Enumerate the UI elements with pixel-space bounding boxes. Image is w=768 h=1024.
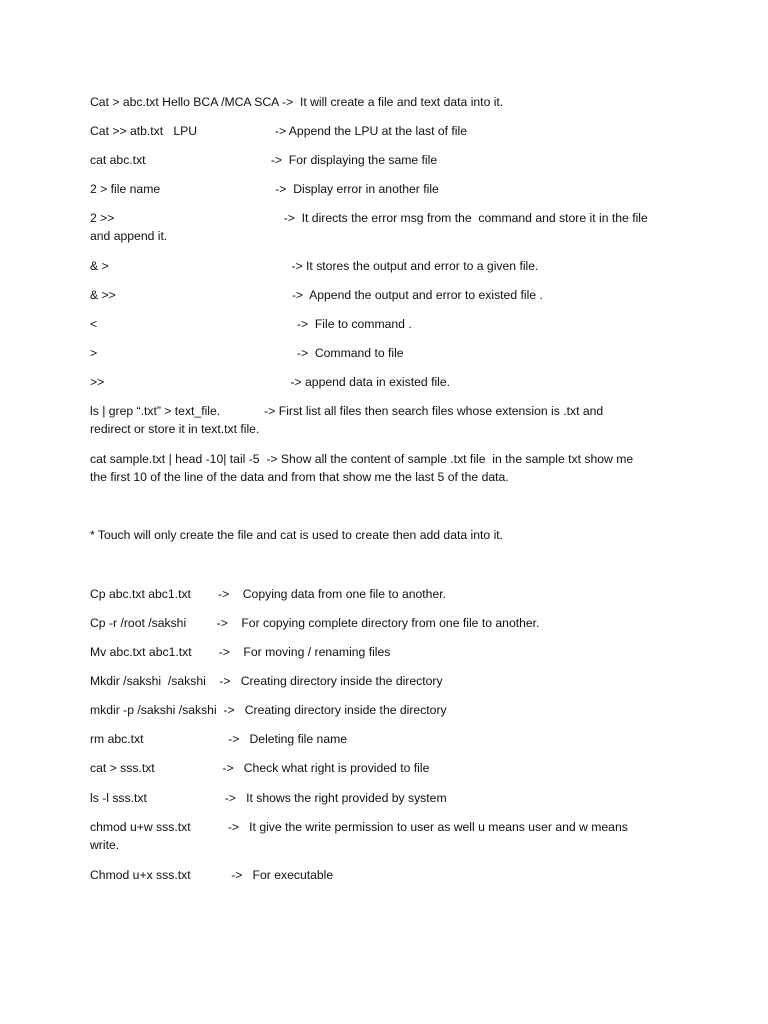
text-line: chmod u+w sss.txt -> It give the write permission to user as well u means user and w means write. [90,820,628,852]
text-line: < -> File to command . [90,317,412,331]
text-line: mkdir -p /sakshi /sakshi -> Creating directory inside the directory [90,703,447,717]
text-line: cat sample.txt | head -10| tail -5 -> Show all the content of sample .txt file in the sample txt show me the first 10 of the line of the data and from that show me the last 5 of the data. [90,452,634,484]
text-line: & > -> It stores the output and error to a given file. [90,259,539,273]
text-line: Cat >> atb.txt LPU -> Append the LPU at the last of file [90,124,467,138]
text-line: Cp -r /root /sakshi -> For copying complete directory from one file to another. [90,616,540,630]
note-text: * Touch will only create the file and cat is used to create then add data into it. [90,528,504,542]
text-line: cat > sss.txt -> Check what right is provided to file [90,761,430,775]
text-line: Mv abc.txt abc1.txt -> For moving / renaming files [90,645,391,659]
text-line: > -> Command to file [90,346,404,360]
text-line: rm abc.txt -> Deleting file name [90,732,348,746]
text-line: ls -l sss.txt -> It shows the right provided by system [90,791,447,805]
text-line: 2 > file name -> Display error in another file [90,182,439,196]
text-line: Mkdir /sakshi /sakshi -> Creating directory inside the directory [90,674,443,688]
text-line: >> -> append data in existed file. [90,375,451,389]
text-line: cat abc.txt -> For displaying the same file [90,153,438,167]
text-line: 2 >> -> It directs the error msg from the command and store it in the file and append it. [90,211,648,243]
text-line: Cat > abc.txt Hello BCA /MCA SCA -> It will create a file and text data into it. [90,95,504,109]
text-line: ls | grep “.txt” > text_file. -> First list all files then search files whose extension is .txt and redirect or store it in text.txt file. [90,404,604,436]
text-line: & >> -> Append the output and error to existed file . [90,288,543,302]
text-line: Chmod u+x sss.txt -> For executable [90,868,334,882]
text-line: Cp abc.txt abc1.txt -> Copying data from one file to another. [90,587,446,601]
